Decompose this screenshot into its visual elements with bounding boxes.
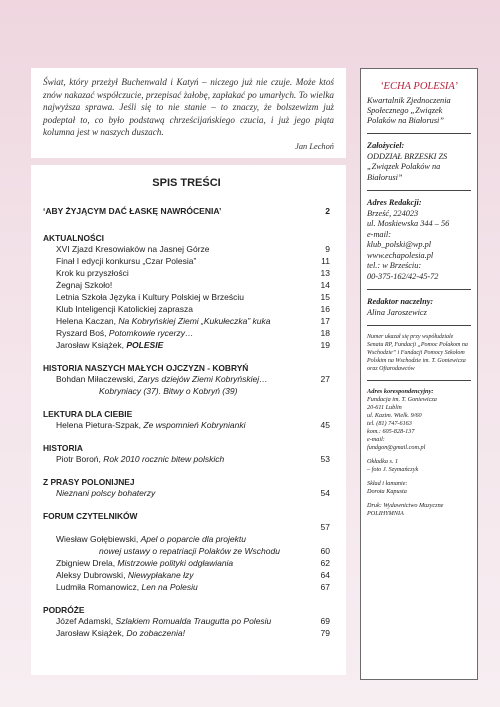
toc-entry-page: 11 [321,256,330,266]
masthead-title: ‘ECHA POLESIA’ [380,81,458,92]
divider [367,380,471,381]
addr-line: tel.: w Brześciu: [367,261,422,270]
toc-lead-page: 2 [325,206,330,216]
toc-entry [43,373,330,385]
toc-entry-title: Rok 2010 rocznic bitew polskich [103,454,225,464]
toc-entry-text [43,267,129,279]
toc-entry-page: 15 [320,292,330,302]
toc-entry [43,291,330,303]
editor-value: Alina Jaroszewicz [367,307,427,317]
corr-line: fundgon@gmail.com.pl [367,444,426,451]
toc-entry-title: Apel o poparcie dla projektu [140,534,246,544]
corr-line: 20-611 Lublin [367,404,402,411]
toc-lead [43,205,330,217]
toc-entry-text [43,521,56,533]
toc-entry [43,303,330,315]
divider [367,133,471,134]
typeset-line: Dorota Kapusta [367,488,407,495]
toc-entry-page: 57 [320,522,330,532]
toc-entry-title: Niewypłakane łzy [127,570,194,580]
toc-entry-title: Do zobaczenia! [126,628,185,638]
print-line: Druk: Wydawnictwo Muzyczne [367,502,444,509]
quote-text: Świat, który przeżył Buchenwald i Katyń – niczego już nie czuje. Może ktoś znów nakazać współczucie, przepisać żałobę, zapłakać po umarłych. To wielka najwyższa sprawa. Jeśli się to nie stanie – to znaczy, że bolszewizm już podeptał to, co było podstawą chrześcijańskiego czucia, i już jego piąta kolumna jest w naszych duszach. [43,77,334,138]
toc-entry-author: Piotr Boroń, [56,454,104,464]
toc-entry-page: 60 [320,546,330,556]
toc-section-heading: Z PRASY POLONIJNEJ [43,477,135,487]
toc-entry-title: Ze wspomnień Kobrynianki [143,420,246,430]
toc-entry [43,419,330,431]
divider [367,190,471,191]
toc-entry-text [43,557,233,569]
addr-line: 00-375-162/42-45-72 [367,271,439,281]
toc-entry [43,243,330,255]
cover-credit [367,458,471,474]
toc-sections [43,233,330,639]
masthead-subtitle: Kwartalnik Zjednoczenia Społecznego „Związek Polaków na Białorusi” [367,96,451,125]
print-line: POLIHYMNIA [367,510,404,517]
addr-line: e-mail: [367,229,391,239]
toc-entry-page: 79 [320,628,330,638]
toc-entry-page: 69 [320,616,330,626]
toc-entry [43,569,330,581]
corr-line: ul. Kazim. Wielk. 9/60 [367,412,422,419]
corr-line: kom.: 605-828-137 [367,428,415,435]
toc-entry-page: 9 [325,244,330,254]
toc-entry-title: XVI Zjazd Kresowiaków na Jasnej Górze [56,244,210,254]
toc-entry-text [43,533,246,545]
toc-entry [43,487,330,499]
toc-section-heading: LEKTURA DLA CIEBIE [43,409,133,419]
cover-line: Okładka s. 1 [367,458,399,465]
toc-entry-text [43,279,112,291]
toc-entry [43,557,330,569]
addr-line: klub_polski@wp.pl [367,240,432,249]
toc-entry-author: Zbigniew Drela, [56,558,118,568]
toc-entry-page: 64 [320,570,330,580]
toc-entry-title: Klub Inteligencji Katolickiej zaprasza [56,304,194,314]
toc-entry-author: Bohdan Miłaczewski, [56,374,138,384]
toc-entry-author: Józef Adamski, [56,616,116,626]
cover-line: – foto J. Szymańczyk [367,466,419,473]
addr-line: Brześć, 224023 [367,208,419,218]
toc-entry-title: Finał I edycji konkursu „Czar Polesia” [56,256,197,266]
toc-entry-text [43,569,193,581]
editor-label: Redaktor naczelny: [367,297,434,306]
toc-entry-text [43,291,244,303]
toc-entry-author: Helena Kaczan, [56,316,119,326]
toc-entry-text [43,453,224,465]
corr-line: e-mail: [367,436,385,443]
toc-section-heading: AKTUALNOŚCI [43,233,104,243]
toc-entry-text [43,243,210,255]
correspondence-block [367,396,471,452]
toc-entry [43,627,330,639]
toc-entry-author: Jarosław Książek, [56,628,127,638]
toc-entry-text [43,255,196,267]
correspondence-label: Adres korespondencyjny: [367,388,434,395]
toc-entry-page: 17 [320,316,330,326]
toc-lead-title: ‘ABY ŻYJĄCYM DAĆ ŁASKĘ NAWRÓCENIA’ [43,206,222,216]
divider [367,325,471,326]
toc-entry-page: 53 [320,454,330,464]
toc-entry-title: Letnia Szkoła Języka i Kultury Polskiej w Brześciu [56,292,245,302]
divider [367,289,471,290]
toc-entry-author: Ryszard Boś, [56,328,109,338]
toc-section-heading: HISTORIA NASZYCH MAŁYCH OJCZYZN - KOBRYŃ [43,363,249,373]
addr-line: ul. Moskiewska 344 – 56 [367,219,450,228]
toc-entry-title: Szlakiem Romualda Traugutta po Polesiu [115,616,272,626]
toc-entry [43,255,330,267]
toc-entry-text [43,581,198,593]
toc-entry [43,339,330,351]
address-block [367,209,471,283]
toc-entry-page [312,385,330,397]
toc-entry-page: 16 [320,304,330,314]
toc-entry-text [43,339,163,351]
toc-entry-text [43,419,245,431]
toc-entry-author: Aleksy Dubrowski, [56,570,128,580]
toc-entry-page: 14 [320,280,330,290]
typeset-credit [367,480,471,496]
toc-entry [43,279,330,291]
toc-entry [43,327,330,339]
address-label: Adres Redakcji: [367,198,422,207]
print-credit [367,502,471,518]
toc-entry-title: Zarys dziejów Ziemi Kobryńskiej… [137,374,268,384]
toc-entry-author: Helena Pietura-Szpak, [56,420,144,430]
toc-entry-page: 67 [320,582,330,592]
toc-section-heading: FORUM CZYTELNIKÓW [43,511,138,521]
toc-entry-title: Krok ku przyszłości [56,268,129,278]
corr-line: Fundacja im. T. Goniewicza [367,396,437,403]
toc-entry-title: POLESIE [126,340,164,350]
founder-label: Założyciel: [367,141,405,150]
toc-title: SPIS TREŚCI [152,177,221,189]
toc-entry-title: nowej ustawy o repatriacji Polaków ze Wschodu [99,546,280,556]
toc-entry [43,533,330,545]
toc-entry-text [43,303,193,315]
toc-entry-page: 27 [320,374,330,384]
toc-entry [43,315,330,327]
quote-author: Jan Lechoń [295,141,334,151]
toc-entry-page: 54 [320,488,330,498]
toc-entry-title: Len na Polesiu [141,582,198,592]
toc-entry [43,581,330,593]
quote-box [31,68,346,158]
corr-line: tel. (81) 747-6163 [367,420,412,427]
toc-section-heading: HISTORIA [43,443,83,453]
toc-entry-text [43,385,237,397]
toc-entry-page [312,533,330,545]
toc-entry-text [43,315,270,327]
toc-entry-text [43,327,193,339]
toc-entry-page: 19 [320,340,330,350]
toc-entry-page: 13 [320,268,330,278]
toc-entry-page: 62 [320,558,330,568]
toc-entry-text [43,373,268,385]
toc-entry-author: Ludmiła Romanowicz, [56,582,142,592]
toc-entry-text [43,627,185,639]
toc-entry [43,615,330,627]
toc-entry-page: 18 [320,328,330,338]
toc-entry-page: 45 [320,420,330,430]
toc-entry-text [43,615,271,627]
founder-value: ODDZIAŁ BRZESKI ZS „Związek Polaków na Białorusi” [367,151,448,182]
toc-entry [43,385,330,397]
toc-entry [43,453,330,465]
toc-entry-text [43,487,155,499]
toc-entry-title: Żegnaj Szkoło! [56,280,113,290]
masthead-sidebar [360,68,478,680]
toc-entry-author: Wiesław Gołębiewski, [56,534,141,544]
addr-line: www.echapolesia.pl [367,250,434,260]
toc-entry-author: Jarosław Książek, [56,340,127,350]
toc-entry [43,267,330,279]
toc-entry [43,521,330,533]
toc-entry-title: Mistrzowie polityki odgławiania [117,558,234,568]
toc-entry-title: Na Kobryńskiej Ziemi „Kukułeczka” kuka [118,316,271,326]
toc-section-heading: PODRÓŻE [43,605,85,615]
toc-entry-title: Kobryniacy (37). Bitwy o Kobryń (39) [99,386,238,396]
toc-entry [43,545,330,557]
toc-entry-title: Potomkowie rycerzy… [108,328,194,338]
funding-note: Numer ukazał się przy współudziale Senatu RP, Fundacji „Pomoc Polakom na Wschodzie” i Fundacji Pomocy Szkołom Polskim na Wschodzie im. T. Goniewicza oraz Ofiarodawców [367,334,468,372]
table-of-contents [31,165,346,675]
toc-entry-text [43,545,280,557]
typeset-line: Skład i łamanie: [367,480,408,487]
toc-entry-title: Nieznani polscy bohaterzy [56,488,156,498]
